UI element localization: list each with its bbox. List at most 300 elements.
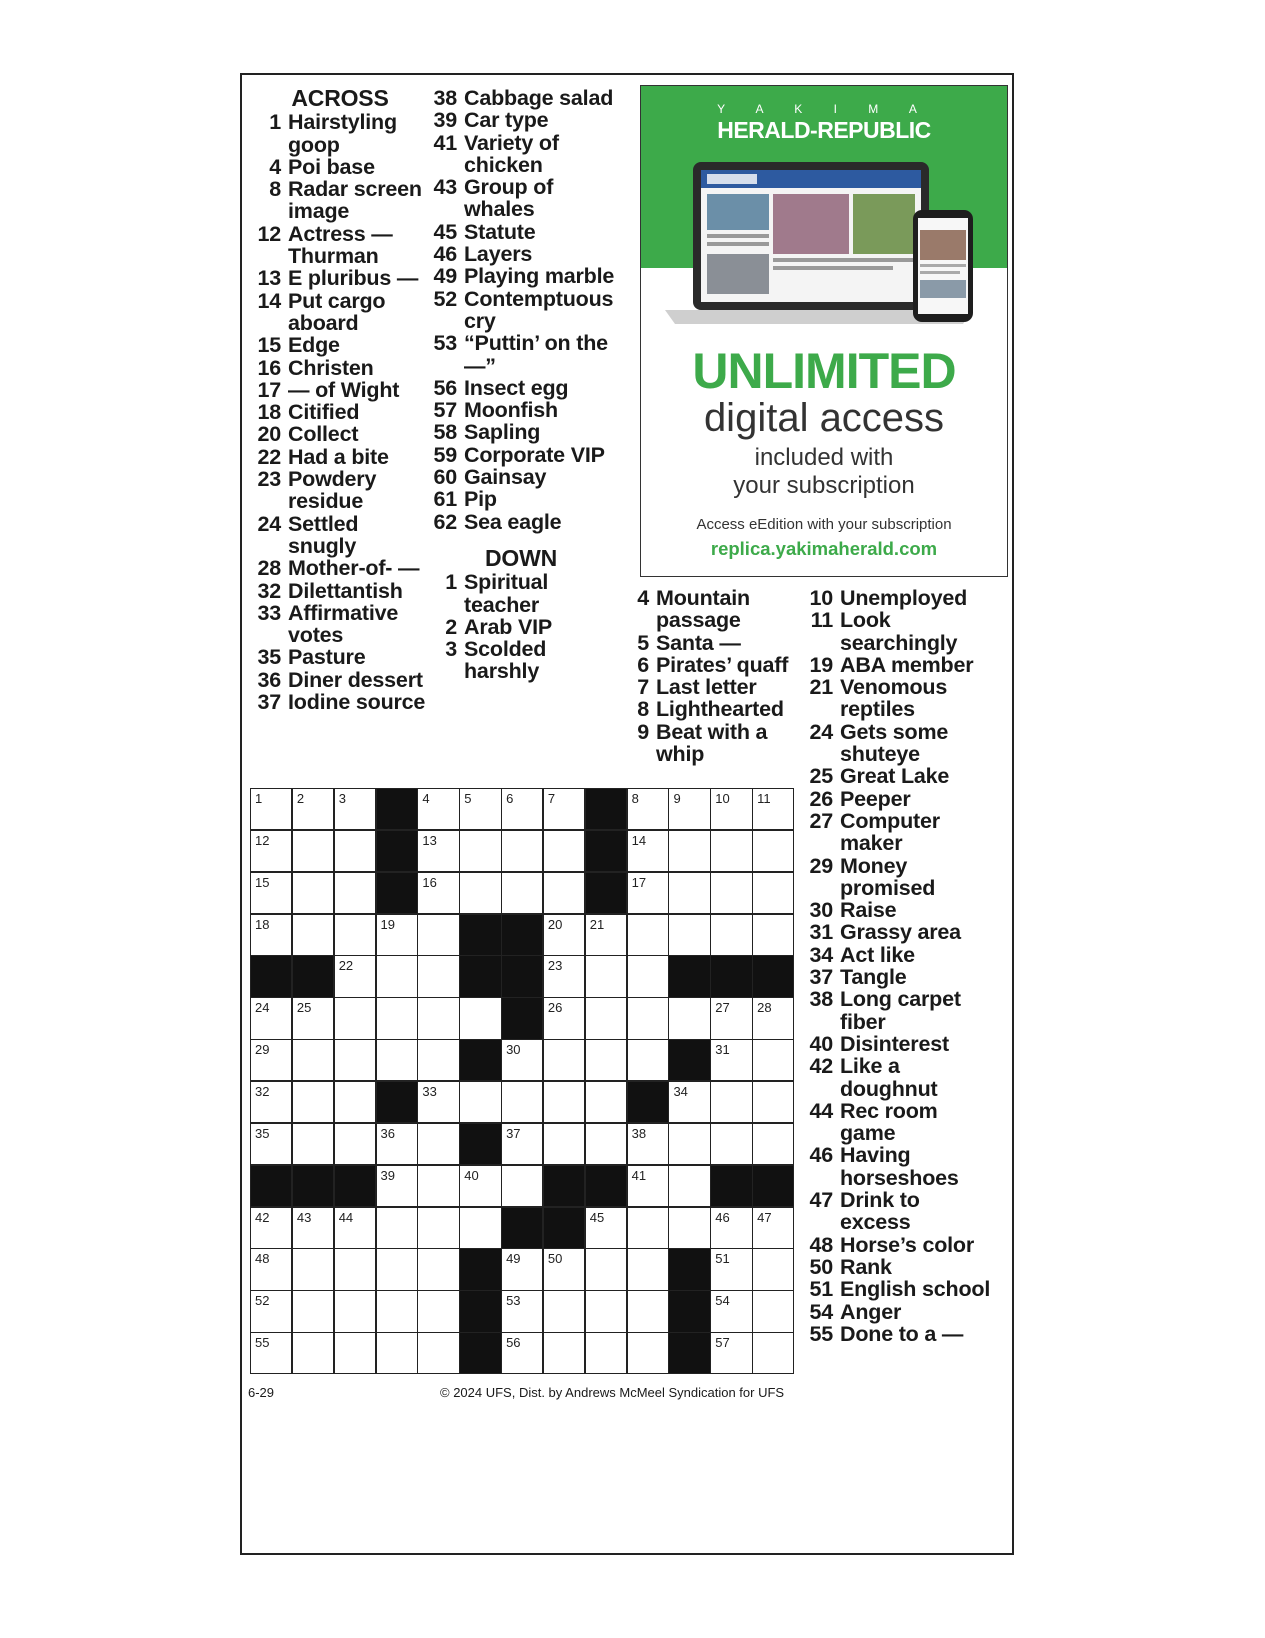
down-clue-26[interactable]: [802, 788, 992, 810]
subscription-advertisement[interactable]: [640, 85, 1008, 577]
across-clue-46[interactable]: [426, 243, 616, 265]
grid-cell[interactable]: [250, 1081, 292, 1123]
grid-cell[interactable]: [250, 872, 292, 914]
clue-text: Iodine source: [288, 690, 426, 715]
down-clue-44[interactable]: [802, 1100, 992, 1145]
across-clue-57[interactable]: [426, 399, 616, 421]
grid-cell[interactable]: [334, 1290, 376, 1332]
cell-number: 43: [296, 1209, 312, 1225]
grid-cell[interactable]: [292, 914, 334, 956]
grid-cell[interactable]: [752, 1123, 794, 1165]
clue-text: E pluribus —: [288, 266, 419, 291]
clue-number: 44: [809, 1098, 833, 1123]
grid-cell[interactable]: [334, 1039, 376, 1081]
clue-text: Gainsay: [464, 465, 547, 490]
down-clue-31[interactable]: [802, 921, 992, 943]
grid-cell[interactable]: [334, 997, 376, 1039]
grid-cell[interactable]: [417, 1207, 459, 1249]
clue-number: 27: [809, 808, 833, 833]
grid-cell[interactable]: [459, 1081, 501, 1123]
clue-number: 38: [809, 987, 833, 1012]
clue-text: Gets some shuteye: [840, 719, 949, 767]
grid-cell[interactable]: [752, 830, 794, 872]
across-clue-14[interactable]: [250, 290, 430, 335]
grid-cell[interactable]: [417, 1165, 459, 1207]
grid-cell[interactable]: [710, 997, 752, 1039]
grid-cell[interactable]: [292, 997, 334, 1039]
grid-cell[interactable]: [417, 1332, 459, 1374]
across-heading: ACROSS: [291, 85, 389, 111]
grid-cell[interactable]: [585, 1290, 627, 1332]
grid-block: [501, 1207, 543, 1249]
grid-cell[interactable]: [250, 1290, 292, 1332]
grid-cell[interactable]: [292, 1332, 334, 1374]
grid-cell[interactable]: [543, 1248, 585, 1290]
grid-cell[interactable]: [585, 914, 627, 956]
grid-cell[interactable]: [627, 997, 669, 1039]
grid-cell[interactable]: [292, 1123, 334, 1165]
grid-block: [668, 1332, 710, 1374]
grid-cell[interactable]: [292, 1290, 334, 1332]
across-clue-37[interactable]: [250, 691, 430, 713]
cell-number: 11: [757, 791, 771, 806]
grid-cell[interactable]: [543, 1123, 585, 1165]
grid-cell[interactable]: [752, 1290, 794, 1332]
grid-cell[interactable]: [250, 1332, 292, 1374]
across-clue-13[interactable]: [250, 267, 430, 289]
grid-block: [459, 914, 501, 956]
grid-cell[interactable]: [417, 1290, 459, 1332]
across-clue-32[interactable]: [250, 580, 430, 602]
clue-text: Layers: [464, 242, 533, 267]
grid-cell[interactable]: [417, 830, 459, 872]
crossword-page: [240, 73, 1014, 1555]
grid-cell[interactable]: [627, 1290, 669, 1332]
down-clue-4[interactable]: [618, 587, 798, 632]
down-clue-47[interactable]: [802, 1189, 992, 1234]
clue-text: Money promised: [840, 853, 936, 900]
grid-cell[interactable]: [250, 997, 292, 1039]
grid-cell[interactable]: [543, 1290, 585, 1332]
clue-number: 1: [445, 570, 457, 595]
clue-text: Pasture: [288, 645, 366, 670]
grid-cell[interactable]: [668, 830, 710, 872]
clue-number: 62: [433, 509, 457, 534]
grid-cell[interactable]: [417, 872, 459, 914]
grid-cell[interactable]: [710, 914, 752, 956]
grid-cell[interactable]: [501, 1248, 543, 1290]
clue-number: 20: [257, 422, 281, 447]
across-clue-22[interactable]: [250, 446, 430, 468]
grid-cell[interactable]: [376, 1332, 418, 1374]
across-clue-62[interactable]: [426, 511, 616, 533]
across-clue-49[interactable]: [426, 265, 616, 287]
grid-cell[interactable]: [668, 1081, 710, 1123]
ad-headline: UNLIMITED: [692, 343, 956, 399]
cell-number: 35: [255, 1125, 270, 1141]
clue-number: 14: [257, 288, 281, 313]
grid-cell[interactable]: [417, 1123, 459, 1165]
grid-cell[interactable]: [334, 830, 376, 872]
across-clue-1[interactable]: [250, 111, 430, 156]
across-clue-43[interactable]: [426, 176, 616, 221]
grid-cell[interactable]: [501, 830, 543, 872]
grid-cell[interactable]: [752, 914, 794, 956]
grid-cell[interactable]: [668, 1123, 710, 1165]
down-clue-19[interactable]: [802, 654, 992, 676]
clue-number: 8: [269, 177, 281, 202]
down-clue-51[interactable]: [802, 1278, 992, 1300]
down-clue-3[interactable]: [426, 638, 616, 683]
clue-number: 1: [269, 110, 281, 135]
across-clue-56[interactable]: [426, 377, 616, 399]
down-clue-24[interactable]: [802, 721, 992, 766]
grid-cell[interactable]: [292, 872, 334, 914]
grid-cell[interactable]: [543, 872, 585, 914]
cell-number: 48: [255, 1251, 270, 1267]
clue-text: Sapling: [464, 420, 541, 445]
grid-cell[interactable]: [752, 1332, 794, 1374]
clue-number: 16: [257, 355, 281, 380]
grid-cell[interactable]: [250, 1248, 292, 1290]
clue-number: 39: [433, 108, 457, 133]
grid-cell[interactable]: [250, 1207, 292, 1249]
down-clue-42[interactable]: [802, 1055, 992, 1100]
grid-cell[interactable]: [376, 1165, 418, 1207]
clue-text: Contemptuous cry: [464, 286, 614, 333]
down-clue-9[interactable]: [618, 721, 798, 766]
grid-cell[interactable]: [334, 788, 376, 830]
grid-cell[interactable]: [710, 1332, 752, 1374]
grid-cell[interactable]: [627, 1207, 669, 1249]
grid-cell[interactable]: [376, 1207, 418, 1249]
grid-cell[interactable]: [627, 788, 669, 830]
grid-cell[interactable]: [710, 1081, 752, 1123]
down-clue-11[interactable]: [802, 609, 992, 654]
cell-number: 46: [715, 1209, 730, 1225]
clue-number: 52: [433, 286, 457, 311]
clue-number: 49: [433, 264, 457, 289]
grid-cell[interactable]: [501, 1332, 543, 1374]
grid-cell[interactable]: [376, 914, 418, 956]
across-clue-20[interactable]: [250, 423, 430, 445]
grid-cell[interactable]: [627, 872, 669, 914]
grid-cell[interactable]: [543, 1039, 585, 1081]
cell-number: 27: [715, 1000, 730, 1016]
grid-block: [501, 914, 543, 956]
grid-cell[interactable]: [585, 1039, 627, 1081]
grid-cell[interactable]: [585, 1123, 627, 1165]
across-clue-36[interactable]: [250, 669, 430, 691]
grid-cell[interactable]: [627, 955, 669, 997]
across-clue-61[interactable]: [426, 488, 616, 510]
grid-cell[interactable]: [417, 788, 459, 830]
across-clue-12[interactable]: [250, 223, 430, 268]
down-clue-37[interactable]: [802, 966, 992, 988]
grid-cell[interactable]: [710, 872, 752, 914]
grid-cell[interactable]: [585, 997, 627, 1039]
across-clue-58[interactable]: [426, 421, 616, 443]
grid-cell[interactable]: [292, 1039, 334, 1081]
grid-cell[interactable]: [710, 1039, 752, 1081]
across-clue-18[interactable]: [250, 401, 430, 423]
grid-cell[interactable]: [417, 1039, 459, 1081]
grid-cell[interactable]: [292, 830, 334, 872]
grid-cell[interactable]: [376, 997, 418, 1039]
grid-block: [585, 1165, 627, 1207]
grid-cell[interactable]: [376, 1248, 418, 1290]
grid-cell[interactable]: [334, 955, 376, 997]
grid-cell[interactable]: [417, 1081, 459, 1123]
grid-cell[interactable]: [752, 872, 794, 914]
clue-number: 25: [809, 764, 833, 789]
clue-text: ABA member: [840, 652, 974, 677]
across-clue-39[interactable]: [426, 109, 616, 131]
grid-cell[interactable]: [627, 1123, 669, 1165]
down-clue-40[interactable]: [802, 1033, 992, 1055]
clue-text: Great Lake: [840, 764, 950, 789]
grid-cell[interactable]: [459, 997, 501, 1039]
clue-number: 40: [809, 1031, 833, 1056]
grid-cell[interactable]: [334, 914, 376, 956]
grid-cell[interactable]: [417, 997, 459, 1039]
grid-cell[interactable]: [543, 1332, 585, 1374]
grid-cell[interactable]: [585, 1207, 627, 1249]
grid-cell[interactable]: [668, 1165, 710, 1207]
across-clue-60[interactable]: [426, 466, 616, 488]
grid-cell[interactable]: [585, 1081, 627, 1123]
grid-cell[interactable]: [543, 1081, 585, 1123]
grid-cell[interactable]: [417, 914, 459, 956]
grid-cell[interactable]: [376, 1290, 418, 1332]
down-clue-50[interactable]: [802, 1256, 992, 1278]
down-clue-21[interactable]: [802, 676, 992, 721]
clue-text: Last letter: [656, 675, 757, 700]
down-clue-6[interactable]: [618, 654, 798, 676]
down-clue-55[interactable]: [802, 1323, 992, 1345]
grid-cell[interactable]: [334, 1207, 376, 1249]
grid-cell[interactable]: [543, 914, 585, 956]
clue-text: Horse’s color: [840, 1232, 975, 1257]
across-clue-35[interactable]: [250, 646, 430, 668]
grid-cell[interactable]: [459, 1165, 501, 1207]
grid-block: [668, 1248, 710, 1290]
across-clue-4[interactable]: [250, 156, 430, 178]
down-clue-30[interactable]: [802, 899, 992, 921]
grid-cell[interactable]: [376, 955, 418, 997]
grid-cell[interactable]: [752, 1039, 794, 1081]
grid-cell[interactable]: [668, 872, 710, 914]
grid-cell[interactable]: [627, 1248, 669, 1290]
grid-cell[interactable]: [334, 872, 376, 914]
clue-number: 35: [257, 645, 281, 670]
across-clue-23[interactable]: [250, 468, 430, 513]
grid-cell[interactable]: [627, 830, 669, 872]
grid-block: [459, 1290, 501, 1332]
cell-number: 20: [547, 916, 563, 932]
grid-cell[interactable]: [543, 788, 585, 830]
clue-number: 15: [257, 333, 281, 358]
across-clue-17[interactable]: [250, 379, 430, 401]
grid-cell[interactable]: [752, 788, 794, 830]
grid-cell[interactable]: [292, 1207, 334, 1249]
across-clue-24[interactable]: [250, 513, 430, 558]
cell-number: 23: [547, 958, 563, 974]
across-clue-59[interactable]: [426, 444, 616, 466]
grid-cell[interactable]: [250, 1123, 292, 1165]
grid-cell[interactable]: [668, 1207, 710, 1249]
down-clue-5[interactable]: [618, 632, 798, 654]
clue-number: 38: [433, 86, 457, 110]
across-clue-16[interactable]: [250, 357, 430, 379]
across-clue-45[interactable]: [426, 221, 616, 243]
clue-number: 9: [637, 719, 649, 744]
cell-number: 37: [506, 1125, 521, 1141]
ad-url-link[interactable]: replica.yakimaherald.com: [710, 538, 938, 559]
grid-cell[interactable]: [752, 1248, 794, 1290]
cell-number: 42: [255, 1209, 270, 1225]
down-clue-7[interactable]: [618, 676, 798, 698]
across-clue-8[interactable]: [250, 178, 430, 223]
grid-cell[interactable]: [543, 955, 585, 997]
across-clue-41[interactable]: [426, 132, 616, 177]
grid-cell[interactable]: [627, 1165, 669, 1207]
grid-cell[interactable]: [459, 830, 501, 872]
grid-cell[interactable]: [501, 1165, 543, 1207]
grid-cell[interactable]: [334, 1332, 376, 1374]
down-clue-8[interactable]: [618, 698, 798, 720]
grid-block: [627, 1081, 669, 1123]
down-clue-10[interactable]: [802, 587, 992, 609]
grid-block: [543, 1165, 585, 1207]
grid-cell[interactable]: [376, 1123, 418, 1165]
grid-cell[interactable]: [292, 1248, 334, 1290]
clue-number: 57: [433, 398, 457, 423]
down-clue-27[interactable]: [802, 810, 992, 855]
clue-number: 47: [809, 1188, 833, 1213]
grid-cell[interactable]: [292, 788, 334, 830]
grid-cell[interactable]: [417, 955, 459, 997]
down-clue-29[interactable]: [802, 855, 992, 900]
grid-cell[interactable]: [710, 788, 752, 830]
grid-cell[interactable]: [585, 1248, 627, 1290]
grid-cell[interactable]: [627, 1039, 669, 1081]
down-clue-2[interactable]: [426, 616, 616, 638]
grid-cell[interactable]: [710, 1290, 752, 1332]
across-clue-33[interactable]: [250, 602, 430, 647]
grid-cell[interactable]: [459, 1207, 501, 1249]
cell-number: 36: [380, 1125, 395, 1141]
across-clue-15[interactable]: [250, 334, 430, 356]
clue-text: Done to a —: [840, 1321, 964, 1346]
grid-cell[interactable]: [627, 1332, 669, 1374]
across-clue-28[interactable]: [250, 557, 430, 579]
grid-cell[interactable]: [543, 997, 585, 1039]
down-clue-38[interactable]: [802, 988, 992, 1033]
cell-number: 33: [422, 1084, 437, 1099]
cell-number: 24: [255, 1000, 270, 1016]
clue-number: 50: [809, 1254, 833, 1279]
clue-number: 22: [257, 444, 281, 469]
clue-text: Mother-of- —: [288, 556, 420, 581]
across-clue-52[interactable]: [426, 288, 616, 333]
down-clue-34[interactable]: [802, 944, 992, 966]
crossword-grid[interactable]: [250, 788, 794, 1374]
grid-cell[interactable]: [752, 1081, 794, 1123]
down-clue-46[interactable]: [802, 1144, 992, 1189]
cell-number: 31: [715, 1042, 730, 1058]
grid-cell[interactable]: [417, 1248, 459, 1290]
grid-cell[interactable]: [752, 997, 794, 1039]
clue-text: “Puttin’ on the —”: [464, 331, 608, 378]
grid-cell[interactable]: [710, 1248, 752, 1290]
down-clue-1[interactable]: [426, 571, 616, 616]
clue-number: 59: [433, 442, 457, 467]
clue-number: 18: [257, 400, 281, 425]
across-clue-53[interactable]: [426, 332, 616, 377]
grid-cell[interactable]: [459, 788, 501, 830]
grid-cell[interactable]: [627, 914, 669, 956]
grid-cell[interactable]: [250, 830, 292, 872]
grid-cell[interactable]: [250, 914, 292, 956]
cell-number: 4: [422, 791, 430, 806]
clue-number: 58: [433, 420, 457, 445]
clue-text: Statute: [464, 219, 536, 244]
grid-cell[interactable]: [585, 1332, 627, 1374]
grid-cell[interactable]: [292, 1081, 334, 1123]
grid-cell[interactable]: [459, 872, 501, 914]
grid-cell[interactable]: [543, 830, 585, 872]
grid-cell[interactable]: [250, 788, 292, 830]
down-clue-54[interactable]: [802, 1301, 992, 1323]
down-clue-48[interactable]: [802, 1234, 992, 1256]
grid-cell[interactable]: [710, 1123, 752, 1165]
grid-cell[interactable]: [334, 1081, 376, 1123]
grid-cell[interactable]: [250, 1039, 292, 1081]
grid-block: [376, 830, 418, 872]
grid-cell[interactable]: [501, 1123, 543, 1165]
cell-number: 2: [296, 791, 305, 806]
clue-text: Long carpet fiber: [840, 987, 961, 1034]
grid-cell[interactable]: [334, 1248, 376, 1290]
down-clue-25[interactable]: [802, 765, 992, 787]
across-clue-38[interactable]: [426, 87, 616, 109]
grid-cell[interactable]: [710, 830, 752, 872]
cell-number: 7: [547, 791, 556, 806]
grid-cell[interactable]: [501, 1081, 543, 1123]
cell-number: 25: [296, 1000, 312, 1016]
grid-cell[interactable]: [585, 955, 627, 997]
grid-block: [585, 830, 627, 872]
grid-cell[interactable]: [334, 1123, 376, 1165]
copyright-notice: © 2024 UFS, Dist. by Andrews McMeel Syndication for UFS: [440, 1385, 785, 1400]
grid-cell[interactable]: [501, 1290, 543, 1332]
grid-cell[interactable]: [501, 788, 543, 830]
grid-block: [543, 1207, 585, 1249]
grid-cell[interactable]: [501, 1039, 543, 1081]
grid-cell[interactable]: [752, 1207, 794, 1249]
grid-cell[interactable]: [376, 1039, 418, 1081]
grid-cell[interactable]: [710, 1207, 752, 1249]
grid-cell[interactable]: [501, 872, 543, 914]
clue-text: Rec room game: [840, 1098, 938, 1146]
cell-number: 9: [673, 791, 681, 806]
clue-number: 19: [809, 652, 833, 677]
grid-cell[interactable]: [668, 997, 710, 1039]
grid-cell[interactable]: [668, 914, 710, 956]
grid-cell[interactable]: [668, 788, 710, 830]
cell-number: 39: [380, 1167, 395, 1183]
